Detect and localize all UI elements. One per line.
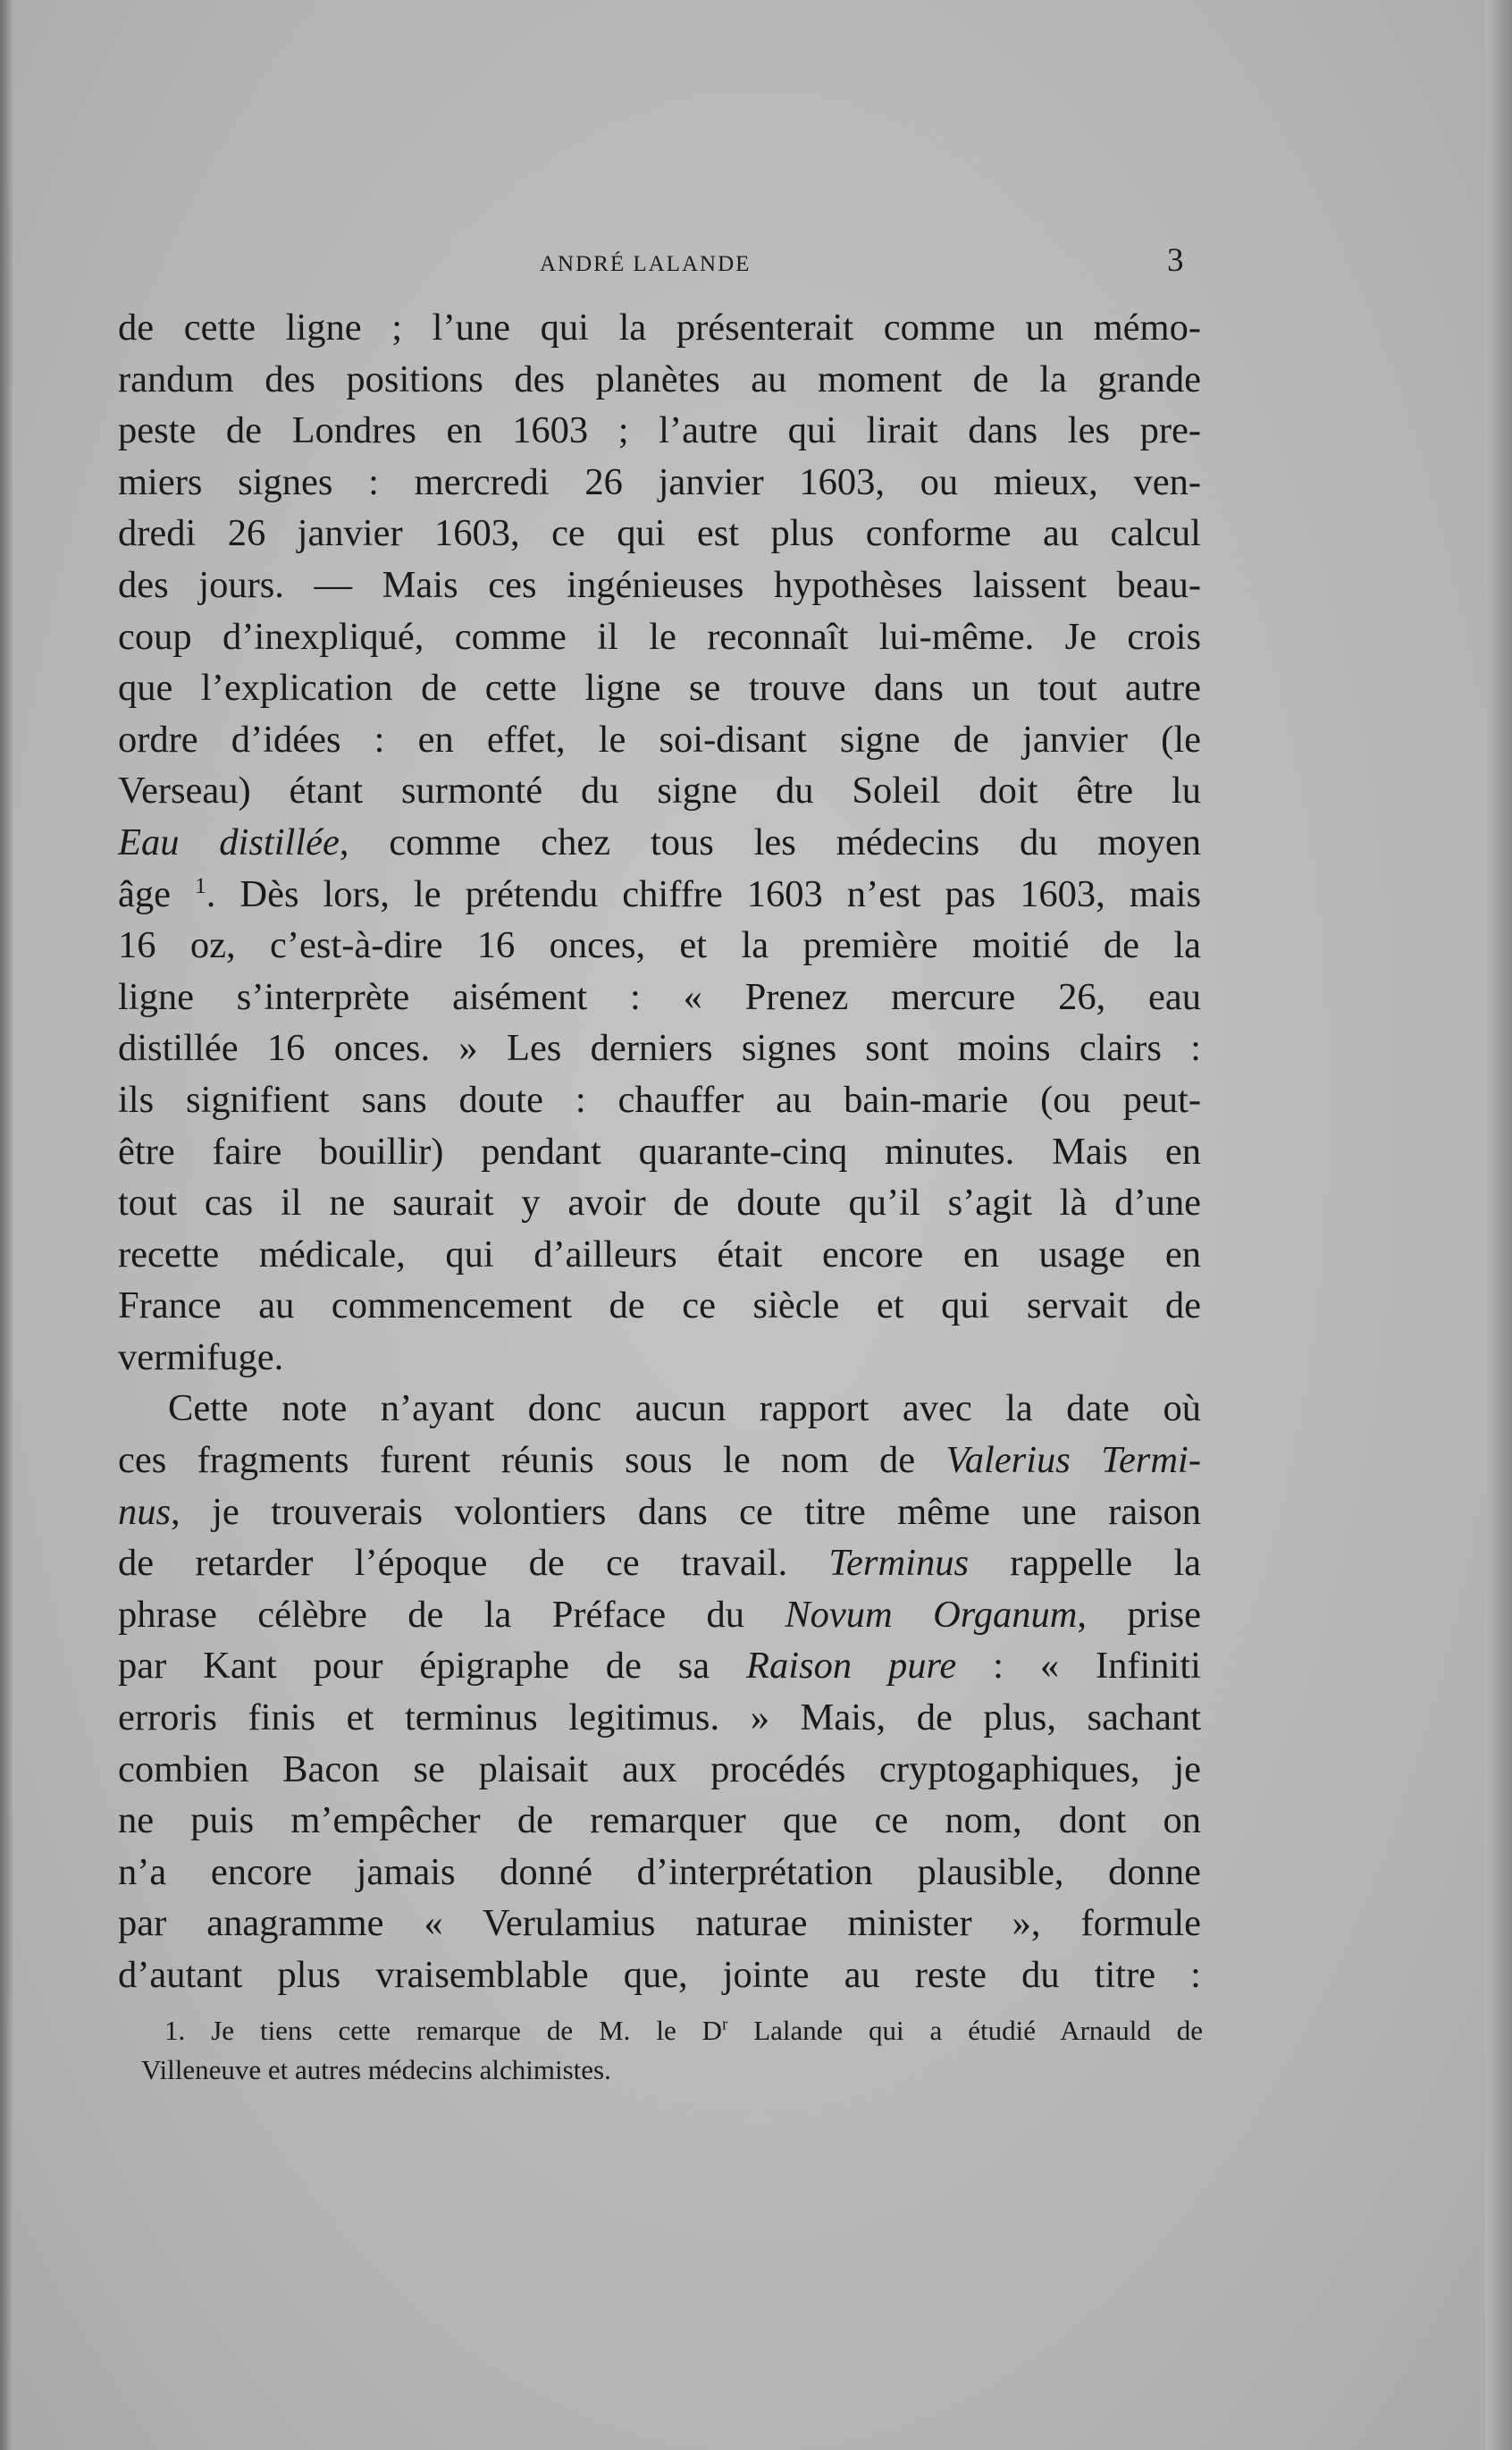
text-line: que l’explication de cette ligne se trouve dans un tout autre xyxy=(118,667,1201,710)
text-line: ces fragments furent réunis sous le nom de Valerius Termi- xyxy=(118,1439,1201,1482)
text-line: ne puis m’empêcher de remarquer que ce nom, dont on xyxy=(118,1799,1201,1842)
text-line: Eau distillée, comme chez tous les médecins du moyen xyxy=(118,821,1201,863)
text-line: d’autant plus vraisemblable que, jointe au reste du titre : xyxy=(118,1954,1201,1996)
text-line: coup d’inexpliqué, comme il le reconnaît lui-même. Je crois xyxy=(118,615,1201,658)
text-line: ils signifient sans doute : chauffer au bain-marie (ou peut- xyxy=(118,1078,1201,1121)
text-line: Cette note n’ayant donc aucun rapport avec la date où xyxy=(168,1387,1201,1430)
text-line: Verseau) étant surmonté du signe du Soleil doit être lu xyxy=(118,770,1201,812)
text-line: par Kant pour épigraphe de sa Raison pure : « Infiniti xyxy=(118,1645,1201,1688)
footnote-line: Villeneuve et autres médecins alchimistes. xyxy=(141,2054,611,2085)
footnote xyxy=(141,2011,1203,2090)
text-line: nus, je trouverais volontiers dans ce titre même une raison xyxy=(118,1490,1201,1533)
text-line: peste de Londres en 1603 ; l’autre qui lirait dans les pre- xyxy=(118,409,1201,452)
text-line: n’a encore jamais donné d’interprétation plausible, donne xyxy=(118,1850,1201,1893)
text-line: erroris finis et terminus legitimus. » Mais, de plus, sachant xyxy=(118,1696,1201,1739)
footnote-line: 1. Je tiens cette remarque de M. le $D^r$ Lalande qui a étudié Arnauld de xyxy=(164,2015,1204,2046)
text-line: distillée 16 onces. » Les derniers signes sont moins clairs : xyxy=(118,1027,1201,1070)
text-line: miers signes : mercredi 26 janvier 1603, ou mieux, ven- xyxy=(118,460,1201,503)
text-line: combien Bacon se plaisait aux procédés cryptogaphiques, je xyxy=(118,1747,1201,1790)
text-line: de retarder l’époque de ce travail. Terminus rappelle la xyxy=(118,1542,1201,1585)
text-line: randum des positions des planètes au moment de la grande xyxy=(118,358,1201,400)
running-head xyxy=(0,241,1512,286)
page-number: 3 xyxy=(1167,242,1184,279)
running-head-author: ANDRÉ LALANDE xyxy=(540,252,752,276)
text-line: recette médicale, qui d’ailleurs était encore en usage en xyxy=(118,1233,1201,1276)
text-line: ordre d’idées : en effet, le soi-disant signe de janvier (le xyxy=(118,718,1201,761)
text-line: ligne s’interprète aisément : « Prenez mercure 26, eau xyxy=(118,975,1201,1018)
body-text xyxy=(118,302,1201,2001)
text-line: vermifuge. xyxy=(118,1335,284,1378)
text-line: des jours. — Mais ces ingénieuses hypothèses laissent beau- xyxy=(118,563,1201,606)
text-line: âge $^1$. Dès lors, le prétendu chiffre 1603 n’est pas 1603, mais xyxy=(118,871,1201,915)
page-edge-shadow-left xyxy=(0,0,13,2450)
text-line: être faire bouillir) pendant quarante-cinq minutes. Mais en xyxy=(118,1130,1201,1173)
text-line: 16 oz, c’est-à-dire 16 onces, et la première moitié de la xyxy=(118,924,1201,967)
page-edge-shadow-right xyxy=(1485,0,1512,2450)
text-line: tout cas il ne saurait y avoir de doute qu’il s’agit là d’une xyxy=(118,1182,1201,1225)
text-line: dredi 26 janvier 1603, ce qui est plus conforme au calcul xyxy=(118,512,1201,555)
text-line: de cette ligne ; l’une qui la présenterait comme un mémo- xyxy=(118,307,1201,349)
text-line: par anagramme « Verulamius naturae minister », formule xyxy=(118,1902,1201,1945)
text-line: France au commencement de ce siècle et qui servait de xyxy=(118,1284,1201,1327)
text-line: phrase célèbre de la Préface du Novum Organum, prise xyxy=(118,1593,1202,1636)
